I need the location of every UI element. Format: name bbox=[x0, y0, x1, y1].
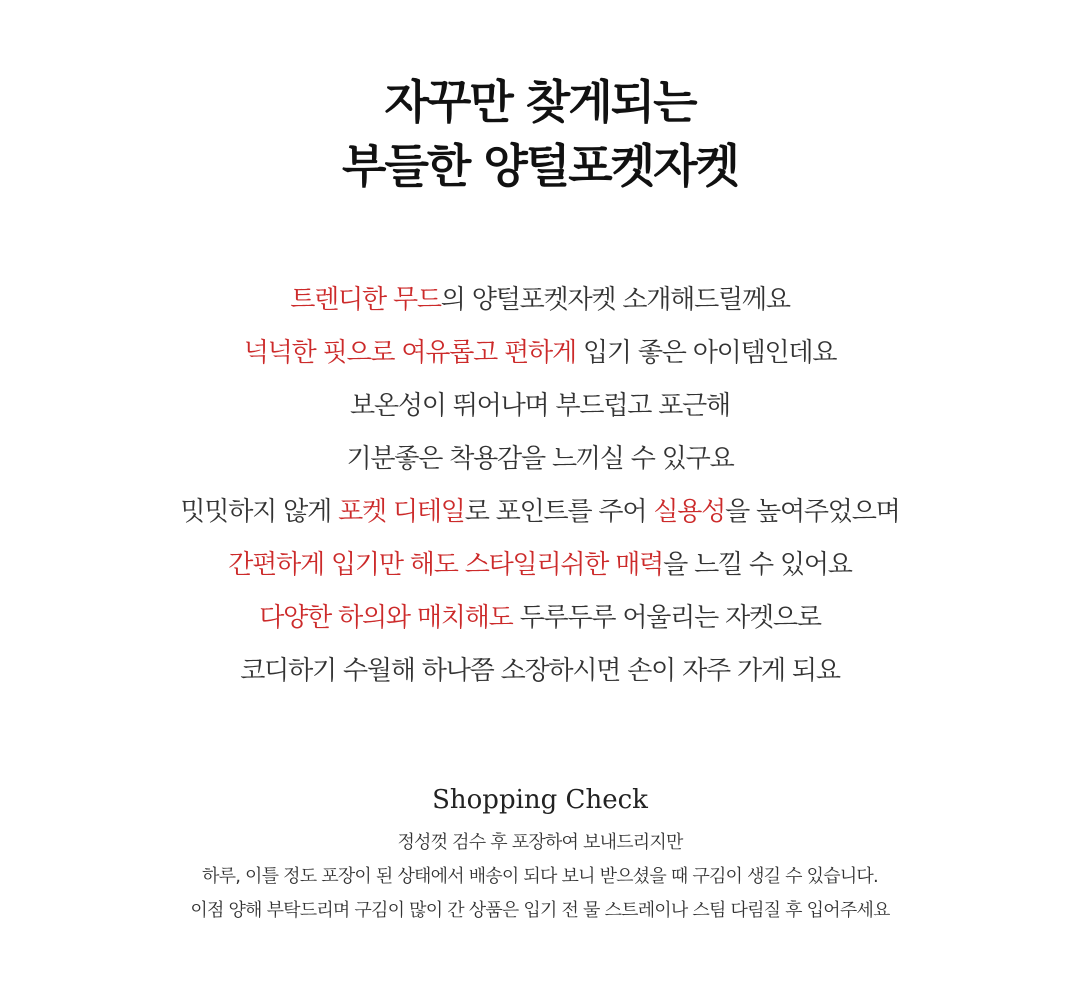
intro-paragraph bbox=[0, 274, 1080, 698]
shopping-check-notice bbox=[0, 826, 1080, 928]
highlighted-phrase: 다양한 하의와 매치해도 bbox=[259, 603, 513, 633]
intro-line bbox=[0, 645, 1080, 698]
shopping-check-line: 정성껏 검수 후 포장하여 보내드리지만 bbox=[397, 832, 683, 853]
intro-text: 기분좋은 착용감을 느끼실 수 있구요 bbox=[346, 444, 734, 474]
intro-text: 로 포인트를 주어 bbox=[464, 497, 654, 527]
intro-line bbox=[0, 486, 1080, 539]
intro-line bbox=[0, 539, 1080, 592]
highlighted-phrase: 넉넉한 핏으로 여유롭고 편하게 bbox=[243, 338, 576, 368]
intro-text: 을 높여주었으며 bbox=[725, 497, 900, 527]
intro-line bbox=[0, 274, 1080, 327]
intro-line bbox=[0, 327, 1080, 380]
headline-line-1: 자꾸만 찾게되는 bbox=[384, 75, 696, 129]
intro-line bbox=[0, 433, 1080, 486]
intro-text: 밋밋하지 않게 bbox=[180, 497, 339, 527]
headline-line-2: 부들한 양털포켓자켓 bbox=[342, 139, 738, 193]
highlighted-phrase: 포켓 디테일 bbox=[338, 497, 465, 527]
intro-line bbox=[0, 380, 1080, 433]
intro-line bbox=[0, 592, 1080, 645]
intro-text: 보온성이 뛰어나며 부드럽고 포근해 bbox=[350, 391, 730, 421]
intro-text: 두루두루 어울리는 자켓으로 bbox=[512, 603, 821, 633]
shopping-check-line: 이점 양해 부탁드리며 구김이 많이 간 상품은 입기 전 물 스트레이나 스팀 다림질 후 입어주세요 bbox=[190, 900, 890, 921]
intro-text: 을 느낄 수 있어요 bbox=[663, 550, 852, 580]
intro-text: 의 양털포켓자켓 소개해드릴께요 bbox=[440, 285, 790, 315]
highlighted-phrase: 트렌디한 무드 bbox=[290, 285, 441, 315]
intro-text: 코디하기 수월해 하나쯤 소장하시면 손이 자주 가게 되요 bbox=[240, 656, 840, 686]
highlighted-phrase: 간편하게 입기만 해도 스타일리쉬한 매력 bbox=[228, 550, 664, 580]
shopping-check-title: Shopping Check bbox=[432, 785, 648, 815]
headline bbox=[0, 70, 1080, 198]
shopping-check-line: 하루, 이틀 정도 포장이 된 상태에서 배송이 되다 보니 받으셨을 때 구김이 생길 수 있습니다. bbox=[202, 866, 878, 887]
highlighted-phrase: 실용성 bbox=[653, 497, 726, 527]
intro-text: 입기 좋은 아이템인데요 bbox=[575, 338, 837, 368]
